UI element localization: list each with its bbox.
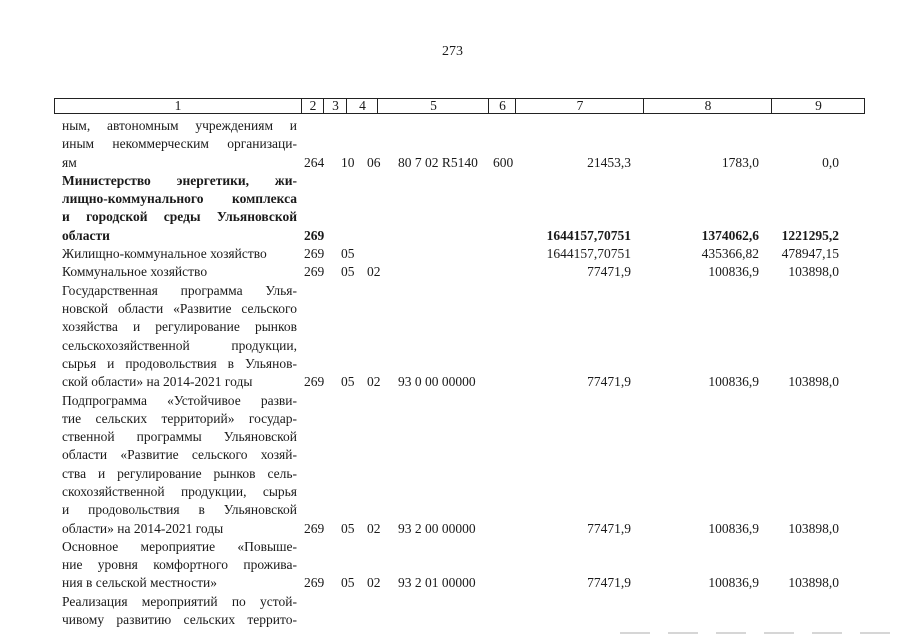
cell-c8: 100836,9	[708, 520, 759, 536]
cell-c3: 05	[341, 520, 355, 536]
cell-c9: 103898,0	[788, 575, 839, 591]
description-line: Реализация мероприятий по устой-	[62, 593, 297, 609]
row-description	[62, 172, 297, 245]
description-line: ние уровня комфортного прожива-	[62, 557, 297, 573]
cell-c2: 269	[304, 575, 325, 591]
description-line: области	[62, 227, 110, 243]
row-description	[62, 245, 297, 263]
cell-c3: 05	[341, 374, 355, 390]
header-col-1: 1	[174, 98, 182, 113]
cell-c8: 100836,9	[708, 264, 759, 280]
row-description	[62, 593, 297, 630]
description-line: ям	[62, 154, 77, 170]
cell-c2: 264	[304, 154, 325, 170]
cell-c9: 1221295,2	[781, 227, 839, 243]
table-row	[0, 538, 905, 593]
table-row	[0, 392, 905, 538]
row-description	[62, 538, 297, 593]
cell-c7: 1644157,70751	[546, 246, 631, 262]
description-line: скохозяйственной продукции, сырья	[62, 483, 297, 499]
cell-c2: 269	[304, 227, 325, 243]
description-line: Государственная программа Улья-	[62, 282, 297, 298]
scan-artifact	[620, 632, 890, 634]
cell-c4: 02	[367, 575, 381, 591]
cell-c6: 600	[493, 154, 514, 170]
header-col-7: 7	[515, 99, 644, 113]
description-line: области «Развитие сельского хозяй-	[62, 447, 297, 463]
header-col-5: 5	[377, 99, 489, 113]
cell-c5: 80 7 02 R5140	[398, 154, 478, 170]
cell-c7: 77471,9	[587, 374, 631, 390]
description-line: ства и регулирование рынков сель-	[62, 465, 297, 481]
description-line: Основное мероприятие «Повыше-	[62, 538, 297, 554]
description-line: Подпрограмма «Устойчивое разви-	[62, 392, 297, 408]
cell-c3: 10	[341, 154, 355, 170]
cell-c3: 05	[341, 264, 355, 280]
cell-c2: 269	[304, 374, 325, 390]
header-col-6: 6	[488, 99, 516, 113]
cell-c3: 05	[341, 575, 355, 591]
cell-c7: 77471,9	[587, 520, 631, 536]
description-line: сырья и продовольствия в Ульянов-	[62, 355, 297, 371]
description-line: тие сельских территорий» государ-	[62, 410, 297, 426]
cell-c7: 1644157,70751	[546, 227, 631, 243]
row-description	[62, 282, 297, 392]
description-line: области» на 2014-2021 годы	[62, 520, 224, 536]
header-col-8: 8	[643, 99, 772, 113]
row-description	[62, 263, 297, 281]
cell-c2: 269	[304, 264, 325, 280]
cell-c4: 02	[367, 264, 381, 280]
cell-c9: 0,0	[822, 154, 839, 170]
table-row	[0, 282, 905, 392]
description-line: иным некоммерческим организаци-	[62, 136, 297, 152]
cell-c5: 93 0 00 00000	[398, 374, 476, 390]
table-header	[54, 98, 865, 114]
cell-c8: 1374062,6	[701, 227, 759, 243]
table-row	[0, 245, 905, 263]
header-col-3: 3	[323, 99, 347, 113]
cell-c8: 100836,9	[708, 575, 759, 591]
description-line: и городской среды Ульяновской	[62, 209, 297, 225]
cell-c3: 05	[341, 246, 355, 262]
cell-c5: 93 2 00 00000	[398, 520, 476, 536]
table-row	[0, 593, 905, 630]
description-line: Коммунальное хозяйство	[62, 264, 208, 280]
description-line: хозяйства и регулирование рынков	[62, 319, 297, 335]
description-line: чивому развитию сельских террито-	[62, 612, 297, 628]
cell-c9: 103898,0	[788, 520, 839, 536]
cell-c7: 77471,9	[587, 264, 631, 280]
cell-c2: 269	[304, 520, 325, 536]
description-line: ственной программы Ульяновской	[62, 429, 297, 445]
cell-c4: 06	[367, 154, 381, 170]
description-line: ской области» на 2014-2021 годы	[62, 374, 253, 390]
cell-c9: 103898,0	[788, 264, 839, 280]
description-line: Министерство энергетики, жи-	[62, 172, 297, 188]
description-line: ния в сельской местности»	[62, 575, 217, 591]
page-number: 273	[442, 44, 463, 59]
cell-c8: 435366,82	[701, 246, 759, 262]
row-description	[62, 392, 297, 538]
cell-c9: 478947,15	[781, 246, 839, 262]
cell-c2: 269	[304, 246, 325, 262]
cell-c4: 02	[367, 520, 381, 536]
cell-c7: 77471,9	[587, 575, 631, 591]
table-row	[0, 172, 905, 245]
cell-c4: 02	[367, 374, 381, 390]
cell-c5: 93 2 01 00000	[398, 575, 476, 591]
cell-c8: 1783,0	[721, 154, 759, 170]
description-line: лищно-коммунального комплекса	[62, 191, 297, 207]
header-col-4: 4	[346, 99, 378, 113]
header-col-9: 9	[771, 99, 865, 113]
description-line: новской области «Развитие сельского	[62, 300, 297, 316]
description-line: и продовольствия в Ульяновской	[62, 502, 297, 518]
row-description	[62, 117, 297, 172]
table-row	[0, 263, 905, 281]
cell-c9: 103898,0	[788, 374, 839, 390]
description-line: ным, автономным учреждениям и	[62, 118, 297, 133]
header-col-2: 2	[301, 99, 324, 113]
description-line: сельскохозяйственной продукции,	[62, 337, 297, 353]
description-line: Жилищно-коммунальное хозяйство	[62, 246, 267, 262]
table-row	[0, 117, 905, 172]
cell-c8: 100836,9	[708, 374, 759, 390]
cell-c7: 21453,3	[587, 154, 631, 170]
